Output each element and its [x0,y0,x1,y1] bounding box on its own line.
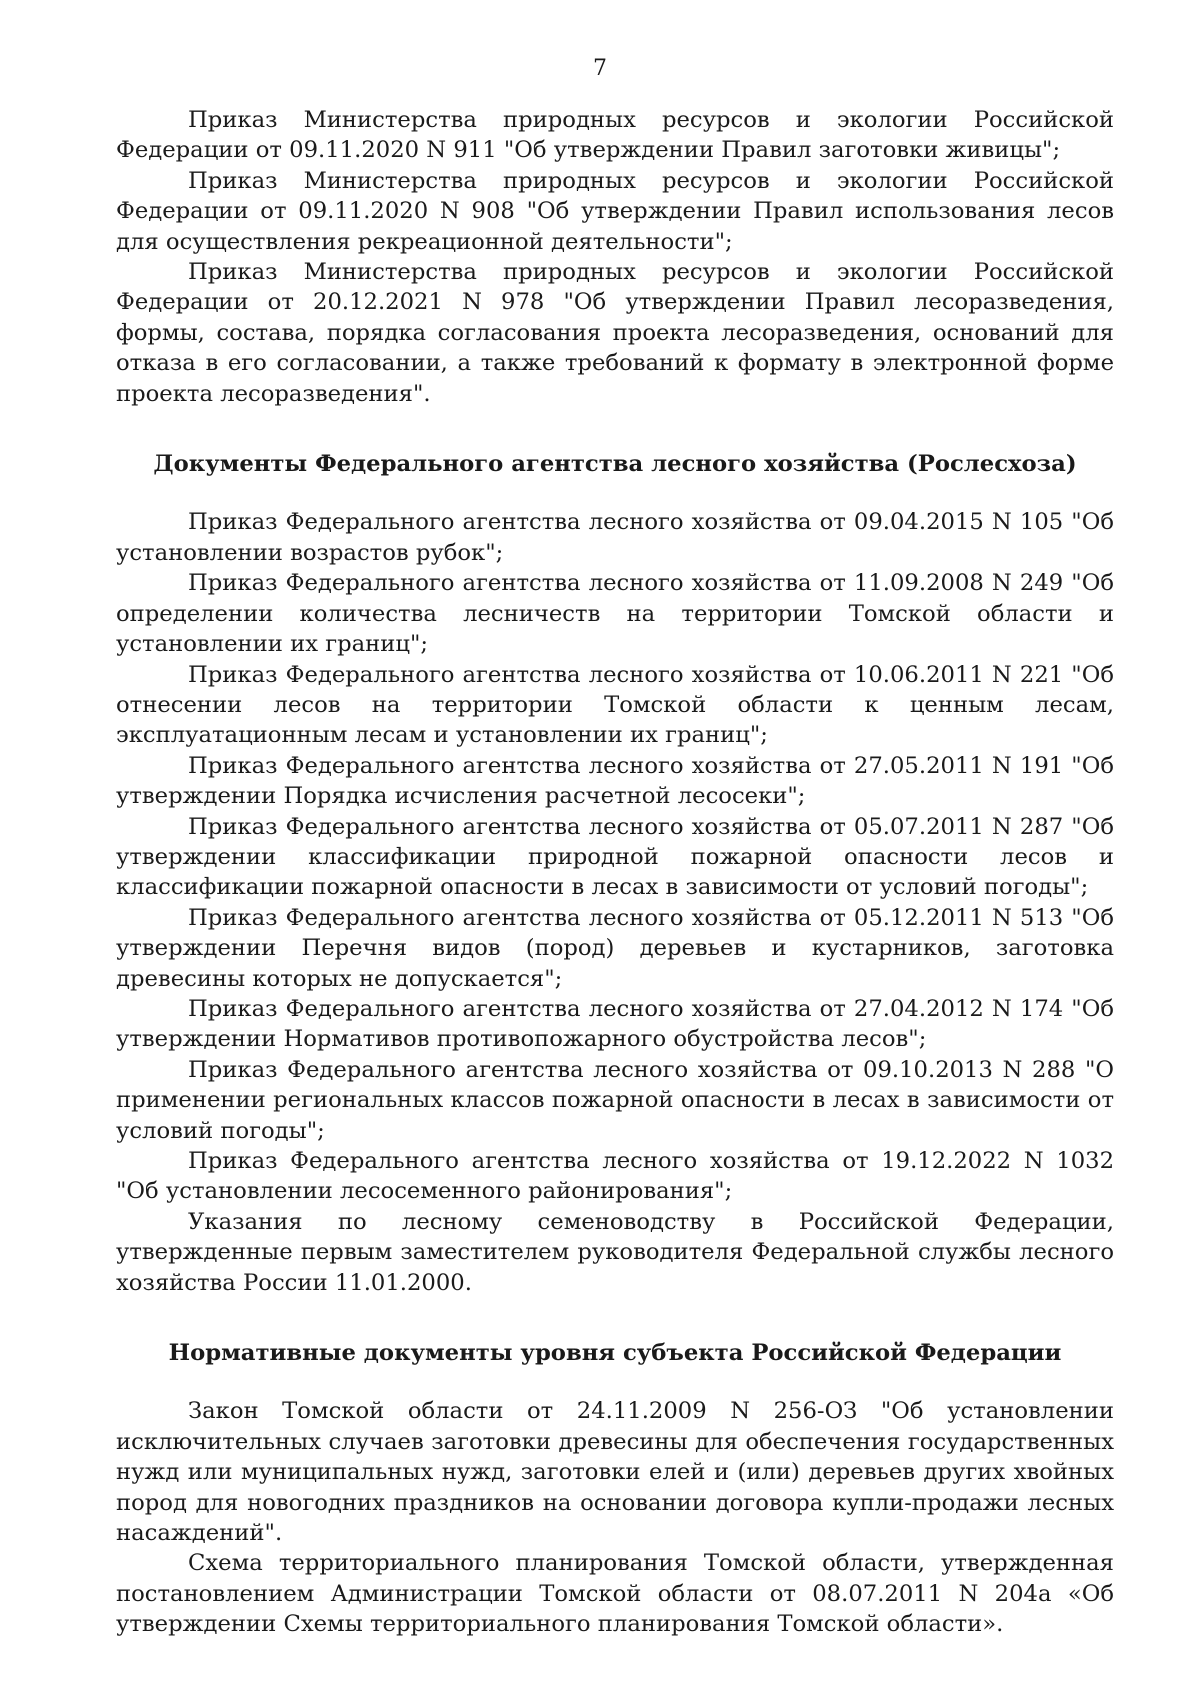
paragraph: Приказ Министерства природных ресурсов и экологии Российской Федерации от 09.11.2020 N 911 "Об утверждении Правил заготовки живицы"; [116,107,1114,164]
page-number: 7 [593,56,607,81]
paragraph: Приказ Федерального агентства лесного хозяйства от 27.04.2012 N 174 "Об утверждении Нормативов противопожарного обустройства лесов"; [116,995,1114,1053]
paragraph: Приказ Федерального агентства лесного хозяйства от 19.12.2022 N 1032 "Об установлении лесосеменного районирования"; [116,1148,1114,1205]
paragraph: Приказ Федерального агентства лесного хозяйства от 10.06.2011 N 221 "Об отнесении лесов на территории Томской области к ценным лесам, эксплуатационным лесам и установлении их границ"; [116,661,1114,749]
paragraph: Закон Томской области от 24.11.2009 N 256-ОЗ "Об установлении исключительных случаев заготовки древесины для обеспечения государственных нужд или муниципальных нужд, заготовки елей и (или) деревьев других хвойных пород для новогодних праздников на основании договора купли-продажи лесных насаждений". [116,1398,1114,1547]
section-regional [116,1396,1114,1639]
paragraph: Приказ Федерального агентства лесного хозяйства от 05.07.2011 N 287 "Об утверждении классификации природной пожарной опасности лесов и классификации пожарной опасности в лесах в зависимости от условий погоды"; [116,813,1114,901]
section-intro [116,105,1114,409]
section-heading-rosleshoz: Документы Федерального агентства лесного хозяйства (Рослесхоза) [153,451,1077,478]
paragraph: Приказ Федерального агентства лесного хозяйства от 09.10.2013 N 288 "О применении региональных классов пожарной опасности в лесах в зависимости от условий погоды"; [116,1056,1114,1144]
section-rosleshoz [116,507,1114,1298]
paragraph: Приказ Министерства природных ресурсов и экологии Российской Федерации от 09.11.2020 N 908 "Об утверждении Правил использования лесов для осуществления рекреационной деятельности"; [116,167,1114,255]
paragraph: Приказ Федерального агентства лесного хозяйства от 11.09.2008 N 249 "Об определении количества лесничеств на территории Томской области и установлении их границ"; [116,570,1114,658]
paragraph: Приказ Федерального агентства лесного хозяйства от 27.05.2011 N 191 "Об утверждении Порядка исчисления расчетной лесосеки"; [116,752,1114,810]
paragraph: Схема территориального планирования Томской области, утвержденная постановлением Администрации Томской области от 08.07.2011 N 204а «Об утверждении Схемы территориального планирования Томской области». [116,1550,1114,1638]
section-heading-regional: Нормативные документы уровня субъекта Российской Федерации [168,1340,1062,1367]
paragraph: Указания по лесному семеноводству в Российской Федерации, утвержденные первым заместителем руководителя Федеральной службы лесного хозяйства России 11.01.2000. [116,1208,1114,1296]
paragraph: Приказ Федерального агентства лесного хозяйства от 09.04.2015 N 105 "Об установлении возрастов рубок"; [116,509,1114,566]
paragraph: Приказ Министерства природных ресурсов и экологии Российской Федерации от 20.12.2021 N 978 "Об утверждении Правил лесоразведения, формы, состава, порядка согласования проекта лесоразведения, оснований для отказа в его согласовании, а также требований к формату в электронной форме проекта лесоразведения". [116,259,1114,407]
document-body [116,105,1114,1640]
paragraph: Приказ Федерального агентства лесного хозяйства от 05.12.2011 N 513 "Об утверждении Перечня видов (пород) деревьев и кустарников, заготовка древесины которых не допускается"; [116,904,1114,992]
